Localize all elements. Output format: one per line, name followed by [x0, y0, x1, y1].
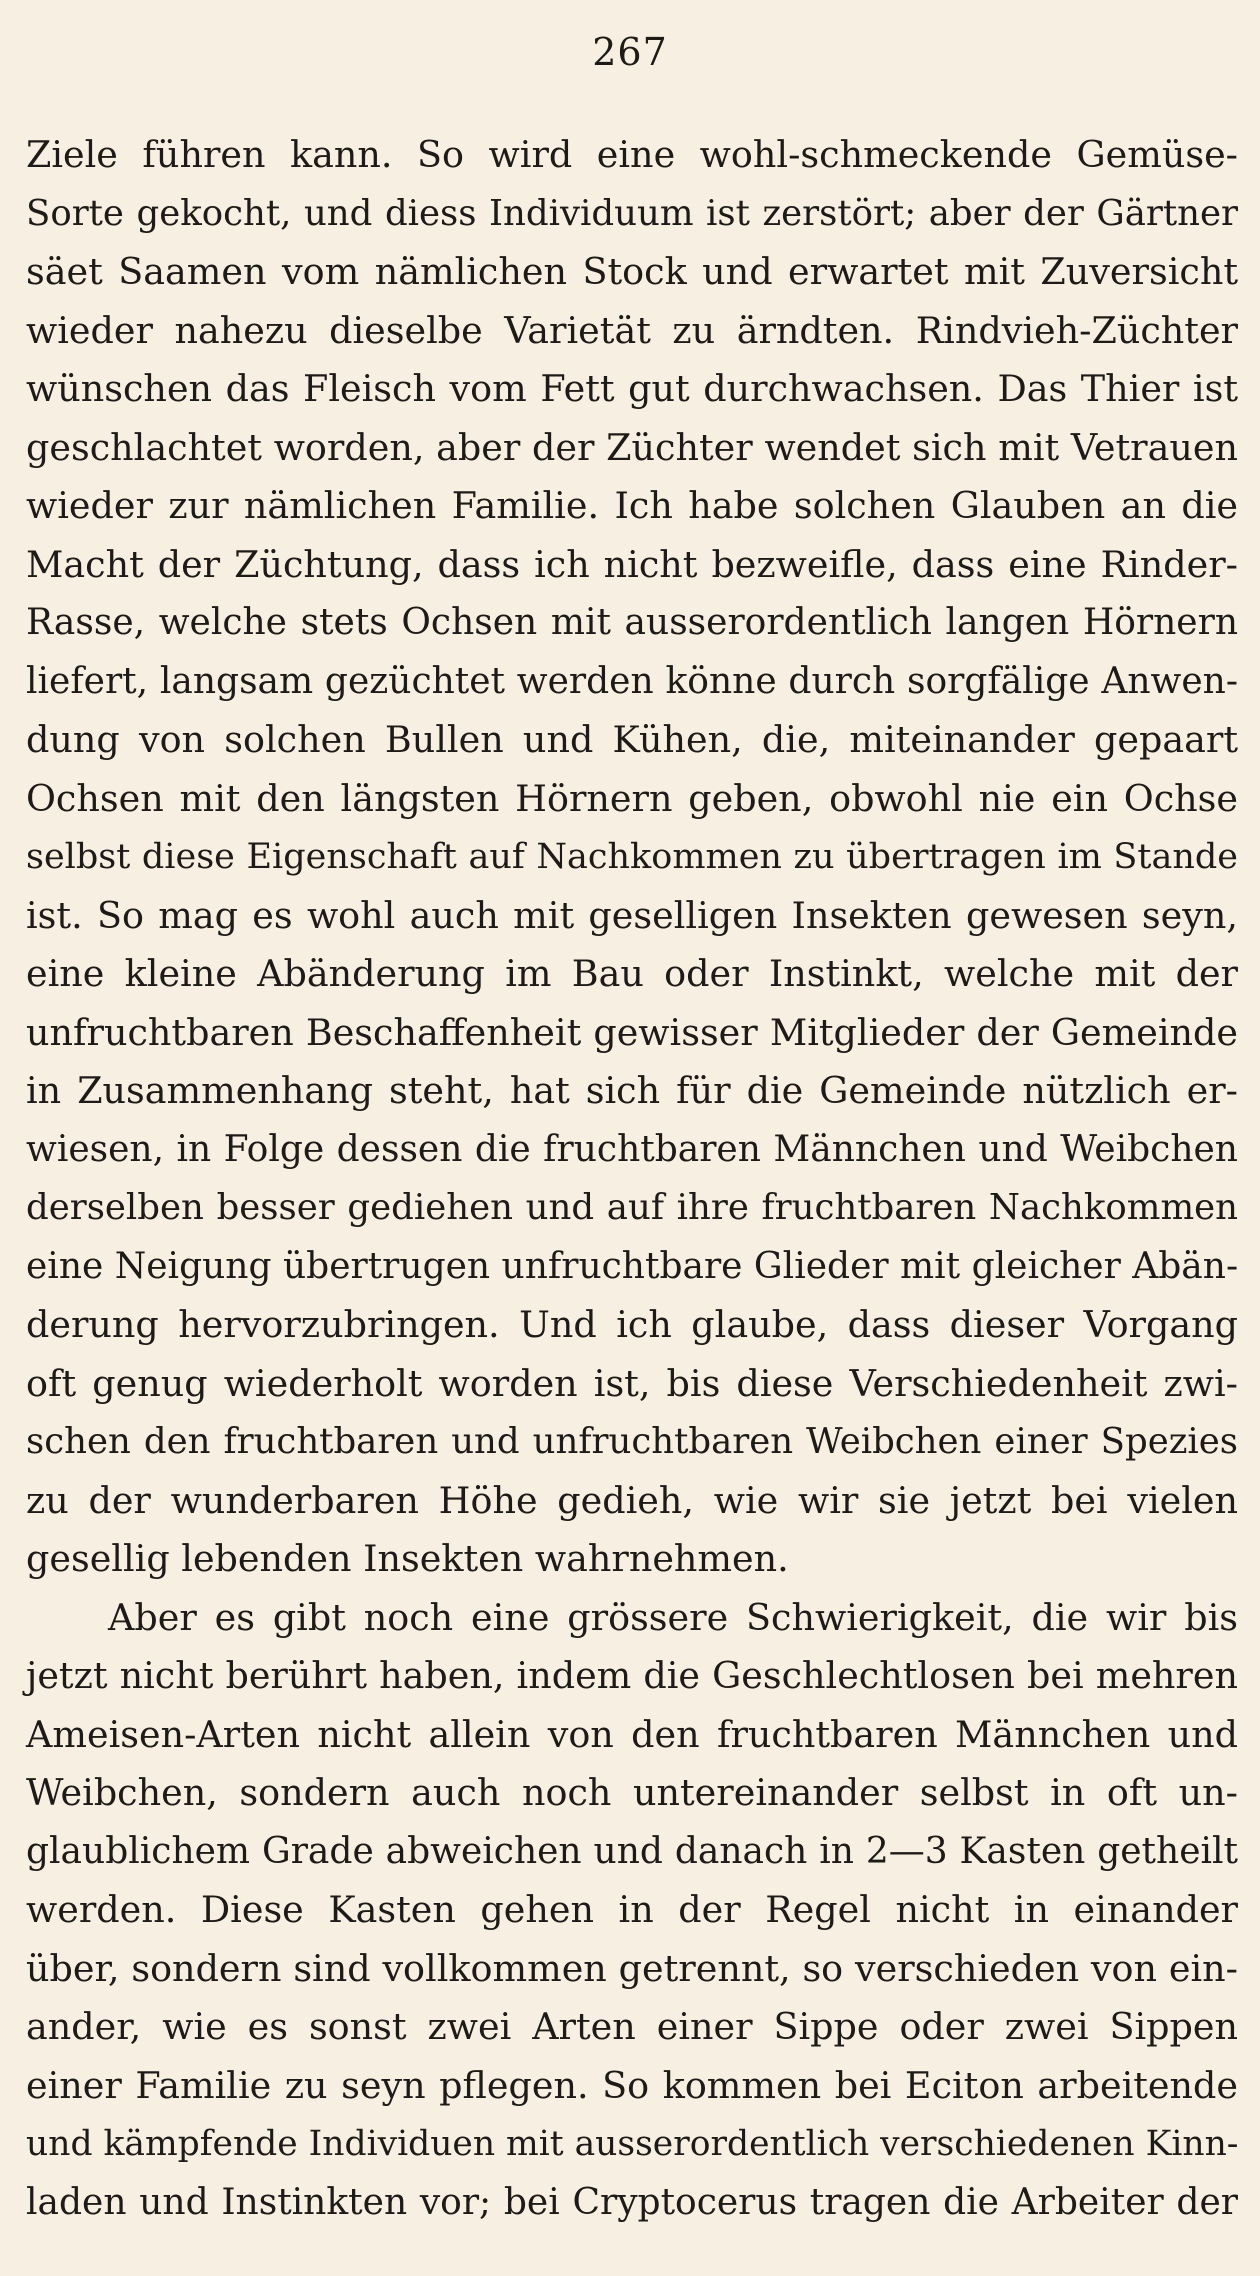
- text-line: derung hervorzubringen. Und ich glaube, dass dieser Vorgang: [26, 1303, 1238, 1346]
- text-line: zu der wunderbaren Höhe gedieh, wie wir sie jetzt bei vielen: [26, 1478, 1238, 1522]
- text-line: Aber es gibt noch eine grössere Schwierigkeit, die wir bis: [108, 1595, 1238, 1639]
- text-line: Sorte gekocht, und diess Individuum ist zerstört; aber der Gärtner: [26, 192, 1238, 234]
- text-line: ist. So mag es wohl auch mit geselligen Insekten gewesen seyn,: [26, 893, 1238, 937]
- text-line: dung von solchen Bullen und Kühen, die, miteinander gepaart: [26, 718, 1238, 761]
- text-line: glaublichem Grade abweichen und danach in 2—3 Kasten getheilt: [26, 1830, 1238, 1872]
- text-line: wiesen, in Folge dessen die fruchtbaren Männchen und Weibchen: [26, 1128, 1238, 1170]
- text-line: unfruchtbaren Beschaffenheit gewisser Mitglieder der Gemeinde: [26, 1010, 1238, 1054]
- text-line: in Zusammenhang steht, hat sich für die Gemeinde nützlich er-: [26, 1069, 1238, 1112]
- text-line: Weibchen, sondern auch noch untereinander selbst in oft un-: [26, 1771, 1238, 1814]
- text-line: eine kleine Abänderung im Bau oder Instinkt, welche mit der: [26, 952, 1238, 995]
- text-line: selbst diese Eigenschaft auf Nachkommen zu übertragen im Stande: [26, 837, 1238, 877]
- text-line: oft genug wiederholt worden ist, bis diese Verschiedenheit zwi-: [26, 1361, 1238, 1405]
- text-line: einer Familie zu seyn pflegen. So kommen bei Eciton arbeitende: [26, 2063, 1238, 2107]
- text-line: wieder nahezu dieselbe Varietät zu ärndten. Rindvieh-Züchter: [26, 308, 1238, 352]
- page-number: 267: [592, 30, 668, 74]
- text-line: geschlachtet worden, aber der Züchter wendet sich mit Vetrauen: [26, 425, 1238, 469]
- text-line: Rasse, welche stets Ochsen mit ausserordentlich langen Hörnern: [26, 602, 1238, 643]
- text-line: laden und Instinkten vor; bei Cryptocerus tragen die Arbeiter der: [26, 2181, 1238, 2223]
- text-line: eine Neigung übertrugen unfruchtbare Glieder mit gleicher Abän-: [26, 1245, 1239, 1287]
- text-line: säet Saamen vom nämlichen Stock und erwartet mit Zuversicht: [26, 250, 1238, 293]
- text-line: Ochsen mit den längsten Hörnern geben, obwohl nie ein Ochse: [26, 776, 1238, 820]
- text-line: gesellig lebenden Insekten wahrnehmen.: [26, 1537, 789, 1580]
- text-line: Ameisen-Arten nicht allein von den fruchtbaren Männchen und: [26, 1712, 1238, 1756]
- text-line: über, sondern sind vollkommen getrennt, so verschieden von ein-: [26, 1946, 1238, 1990]
- text-line: und kämpfende Individuen mit ausserordentlich verschiedenen Kinn-: [26, 2124, 1239, 2164]
- body-text: [26, 126, 1238, 2232]
- text-line: Ziele führen kann. So wird eine wohl-schmeckende Gemüse-: [26, 133, 1238, 176]
- text-line: wünschen das Fleisch vom Fett gut durchwachsen. Das Thier ist: [26, 367, 1238, 410]
- text-line: wieder zur nämlichen Familie. Ich habe solchen Glauben an die: [26, 484, 1238, 527]
- text-line: werden. Diese Kasten gehen in der Regel nicht in einander: [26, 1888, 1238, 1931]
- text-line: Macht der Züchtung, dass ich nicht bezweifle, dass eine Rinder-: [26, 542, 1238, 586]
- text-line: schen den fruchtbaren und unfruchtbaren Weibchen einer Spezies: [26, 1421, 1238, 1462]
- text-line: derselben besser gediehen und auf ihre fruchtbaren Nachkommen: [26, 1187, 1238, 1228]
- text-line: liefert, langsam gezüchtet werden könne durch sorgfälige Anwen-: [26, 660, 1238, 702]
- text-line: jetzt nicht berührt haben, indem die Geschlechtlosen bei mehren: [26, 1654, 1238, 1697]
- text-line: ander, wie es sonst zwei Arten einer Sippe oder zwei Sippen: [26, 2005, 1238, 2048]
